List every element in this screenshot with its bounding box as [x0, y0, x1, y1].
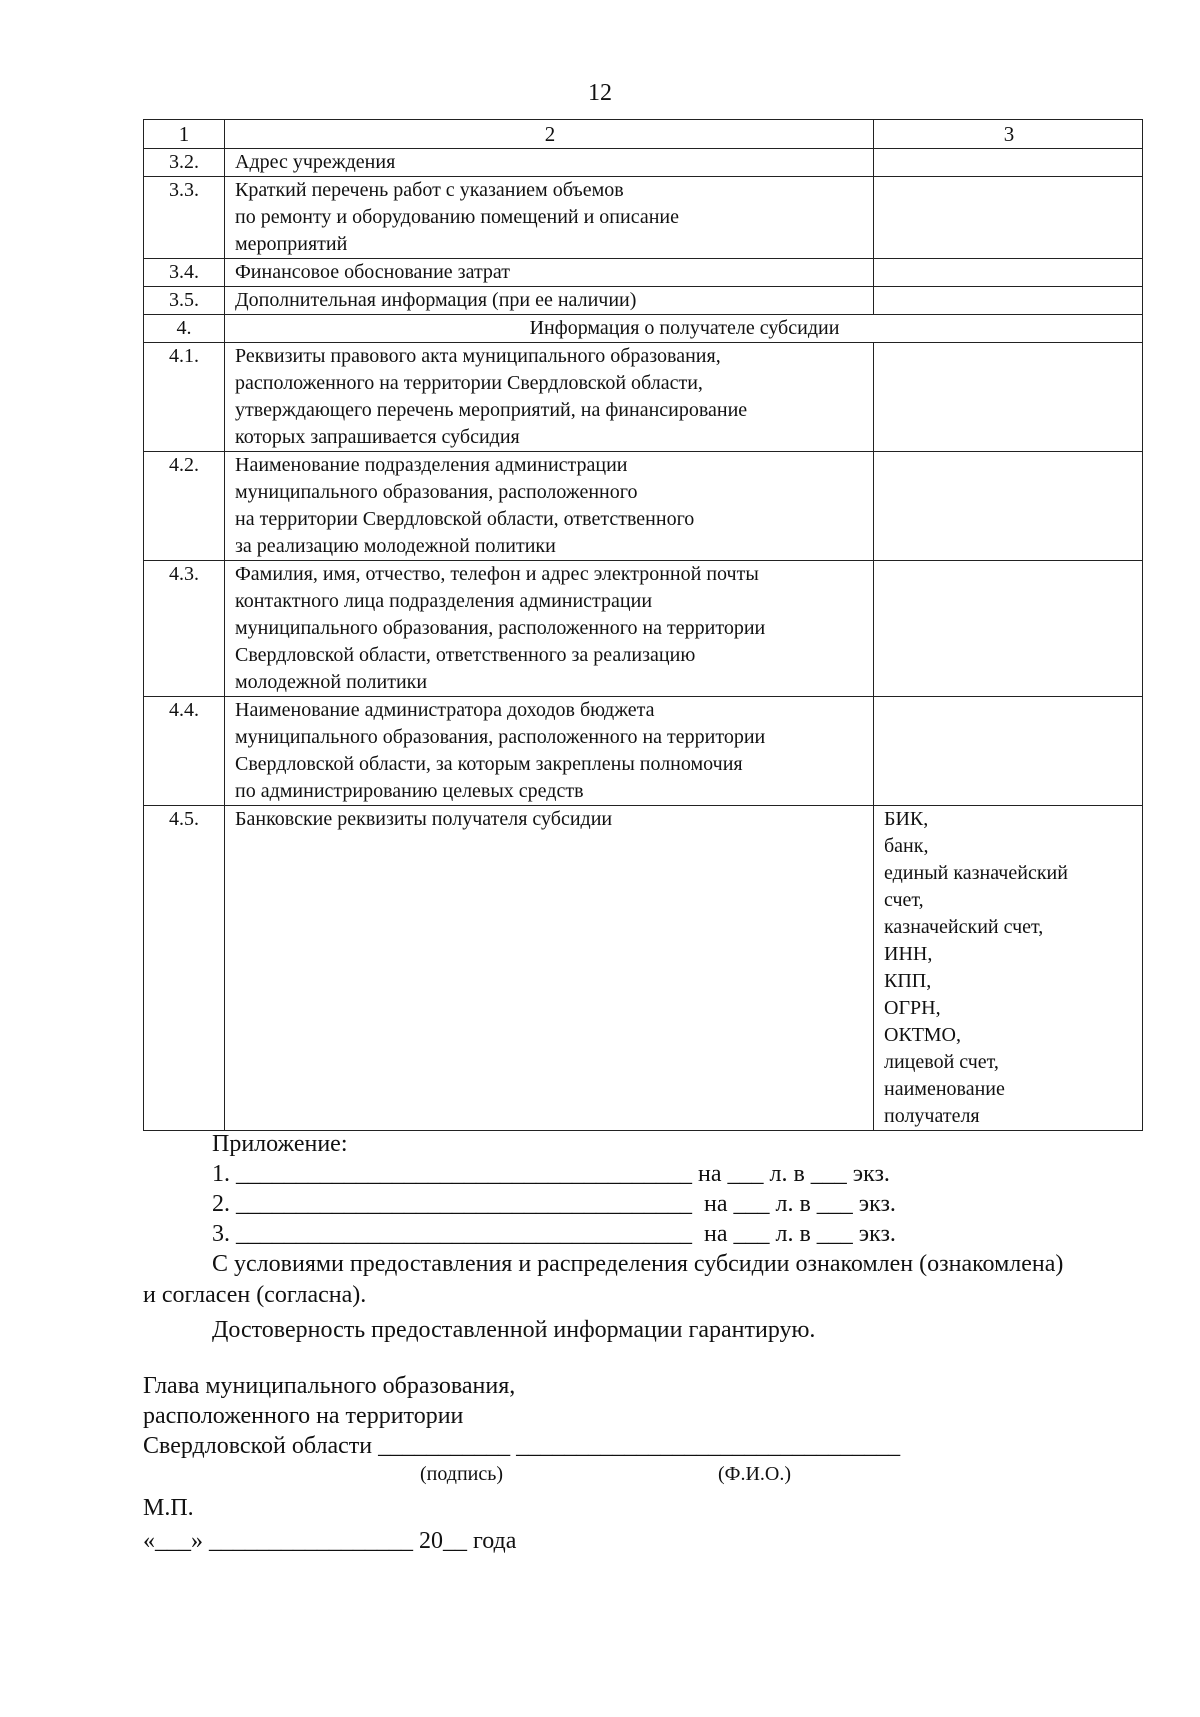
description-line: молодежной политики — [235, 671, 428, 693]
value-line: счет, — [884, 889, 924, 911]
description-line: Свердловской области, за которым закреплены полномочия — [235, 753, 743, 775]
date-line: «___» _________________ 20__ года — [143, 1528, 517, 1554]
value-line: лицевой счет, — [884, 1051, 999, 1073]
description-line: Дополнительная информация (при ее наличии) — [235, 289, 637, 311]
row-value — [874, 259, 1143, 287]
table-row — [144, 697, 1143, 806]
row-number: 3.5. — [144, 287, 225, 315]
table-row — [144, 177, 1143, 259]
agreement-line-1: С условиями предоставления и распределения субсидии ознакомлен (ознакомлена) — [212, 1251, 1064, 1277]
row-number: 4.1. — [144, 343, 225, 452]
header-col-1: 1 — [144, 120, 225, 149]
row-description — [225, 561, 874, 697]
signature-line: Свердловской области ___________ ________________________________ — [143, 1433, 901, 1459]
attachment-item-3: 3. ______________________________________ на ___ л. в ___ экз. — [212, 1221, 896, 1247]
description-line: по ремонту и оборудованию помещений и описание — [235, 206, 679, 228]
row-number: 3.2. — [144, 149, 225, 177]
row-value — [874, 452, 1143, 561]
agreement-line-2: и согласен (согласна). — [143, 1282, 367, 1308]
description-line: Наименование подразделения администрации — [235, 454, 628, 476]
table-row — [144, 452, 1143, 561]
value-line: БИК, — [884, 808, 929, 830]
table-row — [144, 561, 1143, 697]
description-line: Реквизиты правового акта муниципального образования, — [235, 345, 721, 367]
table-row — [144, 343, 1143, 452]
row-number: 4.2. — [144, 452, 225, 561]
description-line: утверждающего перечень мероприятий, на финансирование — [235, 399, 748, 421]
application-form-table — [143, 119, 1143, 1131]
value-line: наименование — [884, 1078, 1005, 1100]
description-line: Краткий перечень работ с указанием объемов — [235, 179, 624, 201]
table-header-row — [144, 120, 1143, 149]
row-value — [874, 287, 1143, 315]
value-line: ОГРН, — [884, 997, 941, 1019]
row-value — [874, 177, 1143, 259]
signature-label: (подпись) — [420, 1463, 504, 1485]
row-description — [225, 343, 874, 452]
row-value — [874, 149, 1143, 177]
value-line: казначейский счет, — [884, 916, 1044, 938]
description-line: за реализацию молодежной политики — [235, 535, 556, 557]
page-number: 12 — [588, 80, 612, 106]
row-number: 4. — [144, 315, 225, 343]
row-description — [225, 287, 874, 315]
description-line: расположенного на территории Свердловской области, — [235, 372, 703, 394]
table-row — [144, 259, 1143, 287]
attachment-item-1: 1. ______________________________________ на ___ л. в ___ экз. — [212, 1161, 890, 1187]
table-row — [144, 149, 1143, 177]
value-line: ИНН, — [884, 943, 933, 965]
guarantee-line: Достоверность предоставленной информации гарантирую. — [212, 1317, 816, 1343]
description-line: на территории Свердловской области, ответственного — [235, 508, 695, 530]
description-line: муниципального образования, расположенного на территории — [235, 726, 766, 748]
row-description — [225, 806, 874, 1131]
row-value — [874, 561, 1143, 697]
fio-label: (Ф.И.О.) — [718, 1463, 792, 1485]
description-line: Наименование администратора доходов бюджета — [235, 699, 655, 721]
signature-title-line-1: Глава муниципального образования, — [143, 1373, 516, 1399]
row-value — [874, 343, 1143, 452]
value-line: ОКТМО, — [884, 1024, 961, 1046]
description-line: Адрес учреждения — [235, 151, 396, 173]
row-number: 4.3. — [144, 561, 225, 697]
row-value — [874, 806, 1143, 1131]
row-number: 4.5. — [144, 806, 225, 1131]
description-line: контактного лица подразделения администрации — [235, 590, 653, 612]
value-line: банк, — [884, 835, 929, 857]
attachment-item-2: 2. ______________________________________ на ___ л. в ___ экз. — [212, 1191, 896, 1217]
row-description — [225, 697, 874, 806]
table-row — [144, 315, 1143, 343]
attachments-title: Приложение: — [212, 1131, 348, 1157]
signature-title-line-2: расположенного на территории — [143, 1403, 464, 1429]
row-description — [225, 177, 874, 259]
row-description — [225, 452, 874, 561]
description-line: муниципального образования, расположенного — [235, 481, 638, 503]
stamp-mark: М.П. — [143, 1495, 194, 1521]
row-value — [874, 697, 1143, 806]
description-line: Банковские реквизиты получателя субсидии — [235, 808, 613, 830]
table-row — [144, 287, 1143, 315]
row-description — [225, 259, 874, 287]
description-line: которых запрашивается субсидия — [235, 426, 520, 448]
description-line: муниципального образования, расположенного на территории — [235, 617, 766, 639]
row-number: 4.4. — [144, 697, 225, 806]
row-number: 3.3. — [144, 177, 225, 259]
value-line: получателя — [884, 1105, 980, 1127]
header-col-2: 2 — [225, 120, 874, 149]
row-description — [225, 149, 874, 177]
description-line: мероприятий — [235, 233, 348, 255]
description-line: Финансовое обоснование затрат — [235, 261, 511, 283]
header-col-3: 3 — [874, 120, 1143, 149]
description-line: Свердловской области, ответственного за реализацию — [235, 644, 696, 666]
description-line: Фамилия, имя, отчество, телефон и адрес электронной почты — [235, 563, 759, 585]
value-line: КПП, — [884, 970, 932, 992]
row-number: 3.4. — [144, 259, 225, 287]
value-line: единый казначейский — [884, 862, 1068, 884]
section-heading: Информация о получателе субсидии — [225, 315, 1143, 343]
description-line: по администрированию целевых средств — [235, 780, 584, 802]
table-row — [144, 806, 1143, 1131]
